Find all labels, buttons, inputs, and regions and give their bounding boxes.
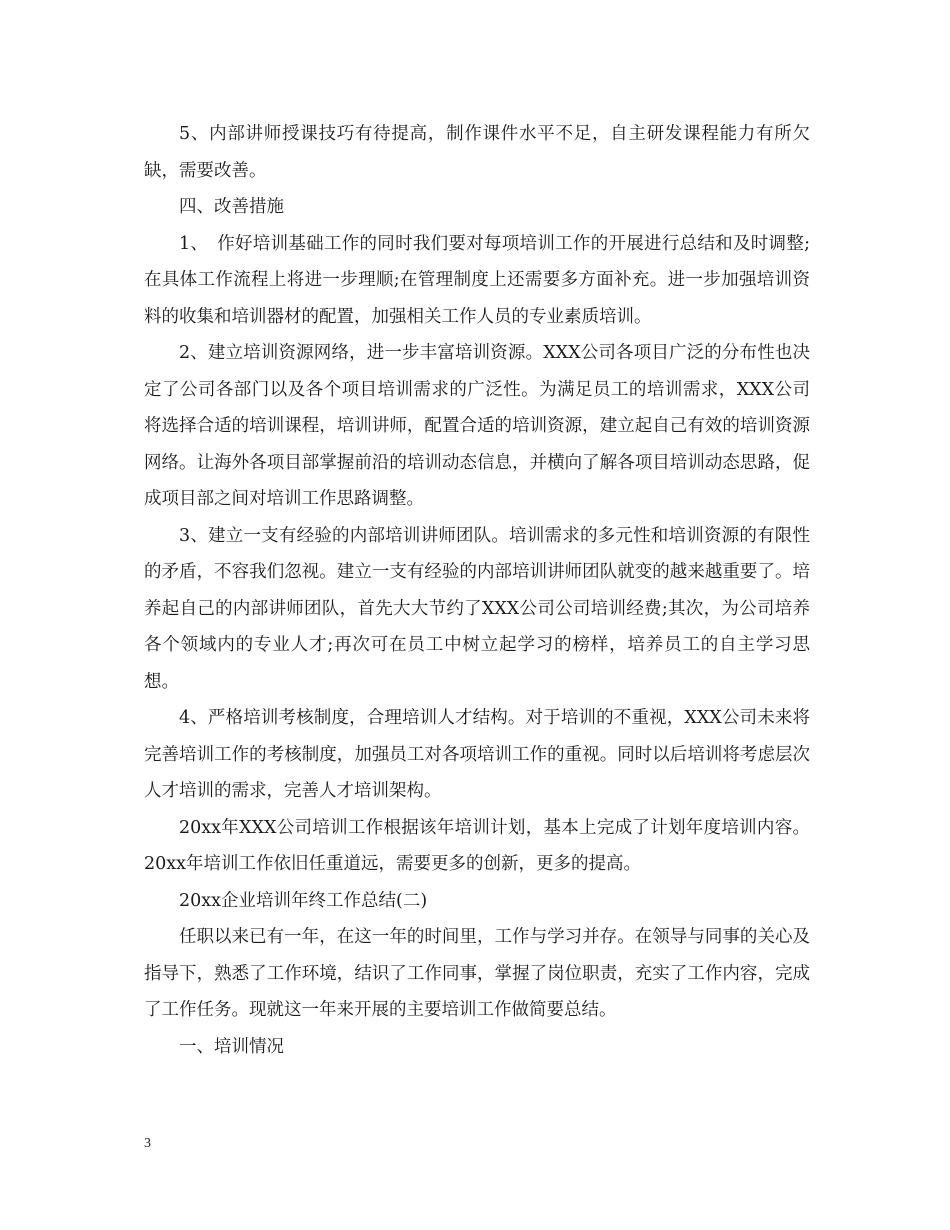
- section-heading-training-status: 一、培训情况: [179, 1036, 284, 1057]
- paragraph-conclusion: 20xx年XXX公司培训工作根据该年培训计划，基本上完成了计划年度培训内容。20xx年培训工作依旧任重道远，需要更多的创新，更多的提高。: [144, 817, 810, 874]
- document-body: [144, 116, 810, 1065]
- page-number: 3: [144, 1136, 151, 1151]
- paragraph-measure-1: 1、 作好培训基础工作的同时我们要对每项培训工作的开展进行总结和及时调整;在具体工作流程上将进一步理顺;在管理制度上还需要多方面补充。进一步加强培训资料的收集和培训器材的配置，加强相关工作人员的专业素质培训。: [144, 233, 810, 327]
- paragraph-measure-3: 3、建立一支有经验的内部培训讲师团队。培训需求的多元性和培训资源的有限性的矛盾，不容我们忽视。建立一支有经验的内部培训讲师团队就变的越来越重要了。培养起自己的内部讲师团队，首先大大节约了XXX公司公司培训经费;其次，为公司培养各个领域内的专业人才;再次可在员工中树立起学习的榜样，培养员工的自主学习思想。: [144, 525, 810, 692]
- paragraph-measure-2: 2、建立培训资源网络，进一步丰富培训资源。XXX公司各项目广泛的分布性也决定了公司各部门以及各个项目培训需求的广泛性。为满足员工的培训需求，XXX公司将选择合适的培训课程，培训讲师，配置合适的培训资源，建立起自己有效的培训资源网络。让海外各项目部掌握前沿的培训动态信息，并横向了解各项目培训动态思路，促成项目部之间对培训工作思路调整。: [144, 343, 810, 509]
- section-title-summary-two: 20xx企业培训年终工作总结(二): [179, 890, 428, 911]
- paragraph-intro: 任职以来已有一年，在这一年的时间里，工作与学习并存。在领导与同事的关心及指导下，熟悉了工作环境，结识了工作同事，掌握了岗位职责，充实了工作内容，完成了工作任务。现就这一年来开展的主要培训工作做简要总结。: [144, 927, 810, 1020]
- paragraph-measure-4: 4、严格培训考核制度，合理培训人才结构。对于培训的不重视，XXX公司未来将完善培训工作的考核制度，加强员工对各项培训工作的重视。同时以后培训将考虑层次人才培训的需求，完善人才培训架构。: [144, 708, 810, 801]
- paragraph-item-5-weakness: 5、内部讲师授课技巧有待提高，制作课件水平不足，自主研发课程能力有所欠缺，需要改善。: [144, 124, 810, 181]
- section-heading-improvement-measures: 四、改善措施: [179, 197, 284, 217]
